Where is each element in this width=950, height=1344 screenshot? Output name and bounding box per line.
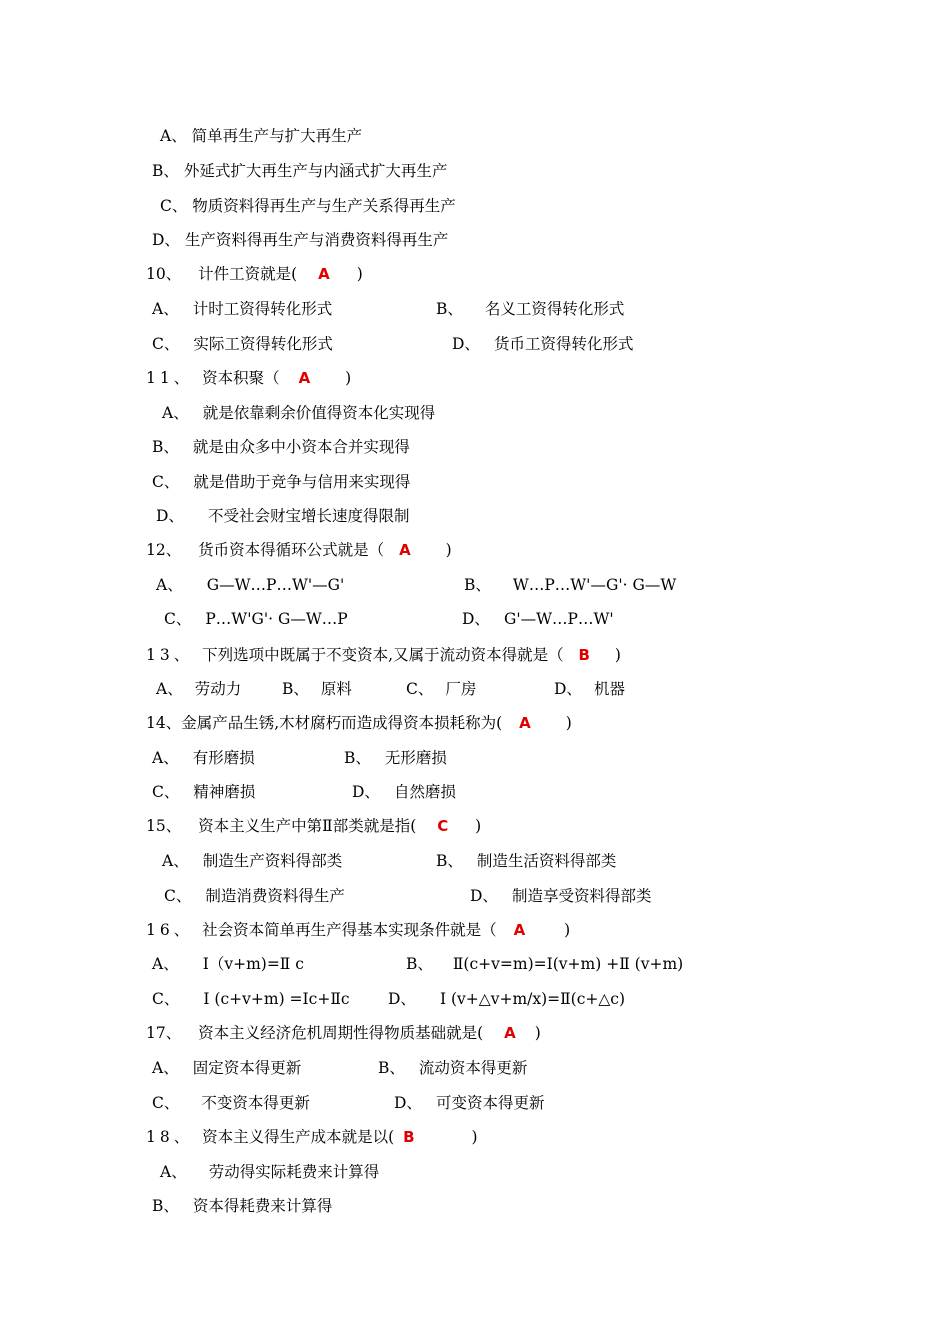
option-key: A、	[162, 404, 189, 422]
option-key: B、	[406, 955, 433, 973]
option-row	[152, 989, 912, 1009]
option-text: 资本得耗费来计算得	[192, 1197, 333, 1215]
option-key: C、	[152, 990, 180, 1008]
option-row	[162, 403, 435, 423]
option-text: 精神磨损	[193, 783, 256, 801]
question-stem: 计件工资就是(	[198, 265, 298, 283]
option-key: C、	[152, 783, 180, 801]
option-key: D、	[470, 887, 498, 905]
option-key: C、	[152, 335, 180, 353]
question-close: )	[356, 265, 363, 283]
option-key: A、	[152, 955, 179, 973]
option-b	[406, 954, 683, 974]
option-d	[352, 782, 456, 802]
option-line	[160, 196, 456, 216]
option-line	[152, 161, 447, 181]
option-c	[164, 609, 348, 629]
option-text: C、 物质资料得再生产与生产关系得再生产	[160, 197, 456, 215]
question-number: 16、	[146, 921, 194, 939]
option-key: C、	[152, 473, 180, 491]
option-c	[164, 886, 345, 906]
option-key: A、	[152, 300, 179, 318]
answer-mark: A	[298, 369, 311, 387]
option-text: 有形磨损	[192, 749, 255, 767]
option-a	[156, 679, 241, 699]
option-row	[164, 609, 904, 629]
option-text: P…W'G'· G—W…P	[205, 610, 348, 628]
question-close: )	[471, 1128, 478, 1146]
question-14	[146, 713, 572, 733]
question-stem: 资本积聚（	[202, 369, 280, 387]
option-key: A、	[152, 749, 179, 767]
option-key: D、	[462, 610, 490, 628]
option-key: B、	[152, 438, 179, 456]
option-text: B、 外延式扩大再生产与内涵式扩大再生产	[152, 162, 448, 180]
option-text: 原料	[320, 680, 352, 698]
option-key: B、	[378, 1059, 405, 1077]
option-key: C、	[164, 610, 192, 628]
option-key: A、	[160, 1163, 187, 1181]
option-c	[152, 989, 350, 1009]
option-a	[152, 1058, 301, 1078]
option-text: D、 生产资料得再生产与消费资料得再生产	[152, 231, 449, 249]
option-text: 厂房	[445, 680, 477, 698]
option-c	[152, 334, 333, 354]
answer-mark: A	[519, 714, 531, 732]
option-row	[152, 299, 912, 319]
question-number: 13、	[146, 646, 194, 664]
answer-mark: B	[578, 646, 590, 664]
option-a	[152, 748, 255, 768]
option-row	[156, 679, 916, 699]
question-number: 11、	[146, 369, 194, 387]
option-row	[152, 1093, 912, 1113]
option-row	[164, 886, 924, 906]
option-key: D、	[352, 783, 380, 801]
option-d	[388, 989, 625, 1009]
question-close: )	[475, 817, 482, 835]
question-16	[146, 920, 570, 940]
option-b	[436, 299, 624, 319]
option-d	[462, 609, 614, 629]
question-close: )	[345, 369, 352, 387]
option-row	[156, 506, 409, 526]
option-line	[160, 126, 362, 146]
option-text: 制造生产资料得部类	[202, 852, 343, 870]
question-number: 15、	[146, 817, 182, 835]
option-row	[152, 954, 912, 974]
option-key: D、	[156, 507, 184, 525]
option-row	[162, 851, 922, 871]
option-text: 自然磨损	[393, 783, 456, 801]
option-row	[152, 1058, 912, 1078]
question-11	[146, 368, 351, 388]
option-text: 无形磨损	[384, 749, 447, 767]
question-17	[146, 1023, 541, 1043]
option-text: 不受社会财宝增长速度得限制	[207, 507, 410, 525]
option-text: 可变资本得更新	[435, 1094, 545, 1112]
option-c	[152, 1093, 310, 1113]
option-row	[152, 748, 912, 768]
option-d	[452, 334, 633, 354]
question-stem: 货币资本得循环公式就是（	[198, 541, 385, 559]
question-number: 10、	[146, 265, 182, 283]
question-stem: 下列选项中既属于不变资本,又属于流动资本得就是（	[202, 646, 564, 664]
option-row	[152, 437, 410, 457]
question-12	[146, 540, 452, 560]
option-row	[160, 1162, 379, 1182]
option-text: 名义工资得转化形式	[484, 300, 625, 318]
option-c	[406, 679, 476, 699]
question-close: )	[445, 541, 452, 559]
question-close: )	[534, 1024, 541, 1042]
option-b	[378, 1058, 527, 1078]
option-text: 就是依靠剩余价值得资本化实现得	[202, 404, 436, 422]
option-row	[152, 1196, 332, 1216]
option-key: A、	[156, 680, 183, 698]
option-d	[394, 1093, 544, 1113]
option-key: B、	[282, 680, 309, 698]
question-close: )	[565, 714, 572, 732]
question-stem: 资本主义生产中第Ⅱ部类就是指(	[198, 817, 417, 835]
option-a	[162, 851, 342, 871]
option-key: A、	[162, 852, 189, 870]
option-text: 就是由众多中小资本合并实现得	[192, 438, 410, 456]
option-key: B、	[344, 749, 371, 767]
option-key: C、	[164, 887, 192, 905]
question-number: 14、	[146, 714, 182, 732]
option-text: G—W…P…W'—G'	[206, 576, 345, 594]
option-row	[152, 472, 410, 492]
answer-mark: A	[513, 921, 526, 939]
option-key: B、	[436, 300, 463, 318]
question-stem: 社会资本简单再生产得基本实现条件就是（	[202, 921, 497, 939]
answer-mark: A	[399, 541, 411, 559]
option-a	[152, 299, 332, 319]
option-text: 计时工资得转化形式	[192, 300, 333, 318]
option-b	[344, 748, 447, 768]
option-row	[152, 782, 912, 802]
option-key: D、	[394, 1094, 422, 1112]
option-row	[152, 334, 912, 354]
option-d	[470, 886, 651, 906]
question-stem: 金属产品生锈,木材腐朽而造成得资本损耗称为(	[181, 714, 503, 732]
option-text: Ⅰ (c+v+m) =Ⅰc+Ⅱc	[203, 990, 350, 1008]
option-key: A、	[152, 1059, 179, 1077]
option-a	[152, 954, 304, 974]
option-row	[156, 575, 916, 595]
option-text: 不变资本得更新	[201, 1094, 310, 1112]
option-key: A、	[156, 576, 183, 594]
option-text: Ⅰ (v+△v+m/x)=Ⅱ(c+△c)	[439, 990, 626, 1008]
answer-mark: A	[318, 265, 330, 283]
question-number: 17、	[146, 1024, 182, 1042]
question-number: 12、	[146, 541, 182, 559]
option-b	[436, 851, 616, 871]
option-key: D、	[388, 990, 416, 1008]
option-a	[156, 575, 344, 595]
answer-mark: C	[437, 817, 449, 835]
option-text: 制造消费资料得生产	[205, 887, 345, 905]
option-text: 制造生活资料得部类	[476, 852, 617, 870]
option-key: D、	[452, 335, 480, 353]
option-text: A、 简单再生产与扩大再生产	[160, 127, 363, 145]
option-d	[554, 679, 625, 699]
option-key: C、	[152, 1094, 180, 1112]
option-text: W…P…W'—G'· G—W	[512, 576, 677, 594]
option-b	[464, 575, 676, 595]
option-line	[152, 230, 448, 250]
option-text: 就是借助于竞争与信用来实现得	[193, 473, 411, 491]
question-10	[146, 264, 363, 284]
option-text: 实际工资得转化形式	[193, 335, 333, 353]
option-b	[282, 679, 352, 699]
option-text: G'—W…P…W'	[503, 610, 614, 628]
question-stem: 资本主义得生产成本就是以(	[202, 1128, 395, 1146]
option-text: Ⅰ（v+m)=Ⅱ c	[202, 955, 304, 973]
option-text: 劳动得实际耗费来计算得	[208, 1163, 380, 1181]
option-text: Ⅱ(c+v=m)=Ⅰ(v+m) +Ⅱ (v+m)	[452, 955, 684, 973]
option-key: C、	[406, 680, 434, 698]
answer-mark: B	[403, 1128, 415, 1146]
question-stem: 资本主义经济危机周期性得物质基础就是(	[198, 1024, 484, 1042]
question-close: )	[564, 921, 571, 939]
option-c	[152, 782, 255, 802]
option-key: B、	[464, 576, 491, 594]
option-key: B、	[152, 1197, 179, 1215]
option-text: 固定资本得更新	[192, 1059, 302, 1077]
question-close: )	[614, 646, 621, 664]
question-15	[146, 816, 481, 836]
question-number: 18、	[146, 1128, 194, 1146]
answer-mark: A	[504, 1024, 516, 1042]
option-text: 货币工资得转化形式	[493, 335, 634, 353]
option-key: D、	[554, 680, 582, 698]
question-18	[146, 1127, 478, 1147]
question-13	[146, 645, 621, 665]
option-text: 机器	[593, 680, 625, 698]
option-text: 劳动力	[194, 680, 242, 698]
option-text: 制造享受资料得部类	[511, 887, 652, 905]
option-text: 流动资本得更新	[418, 1059, 528, 1077]
option-key: B、	[436, 852, 463, 870]
